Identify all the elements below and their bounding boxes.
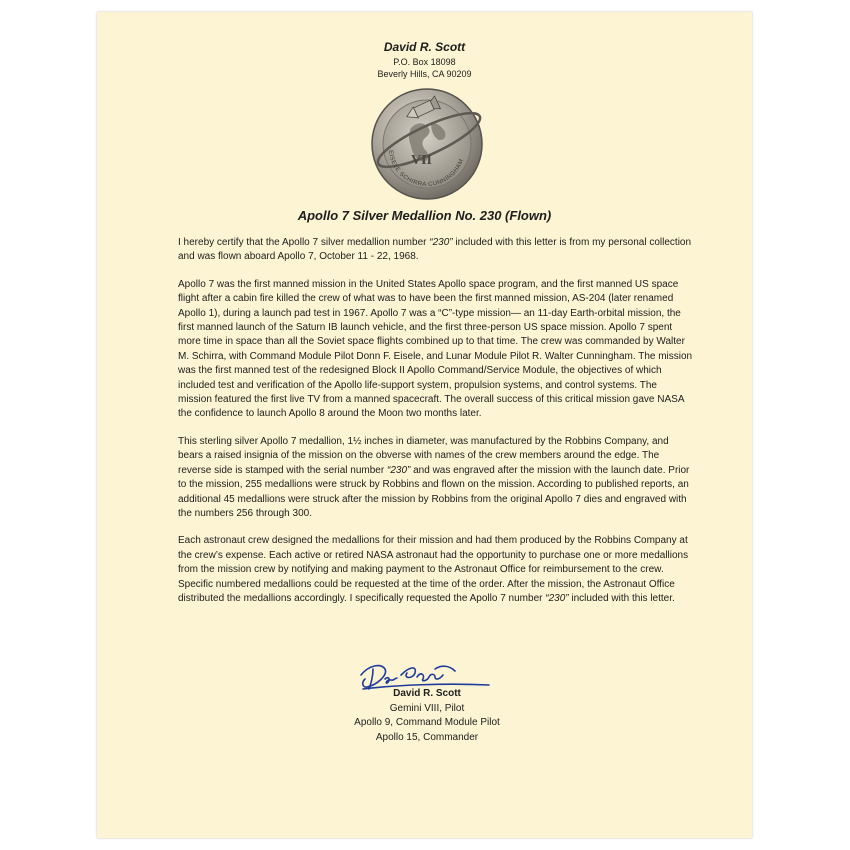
letter-body <box>178 236 693 619</box>
paragraph-text: I hereby certify that the Apollo 7 silver medallion number <box>178 237 430 248</box>
signatory-name: David R. Scott <box>393 688 461 699</box>
letterhead-address-line1: P.O. Box 18098 <box>393 57 456 67</box>
paragraph-text: and was engraved after the mission with the launch date. Prior to the mission, 255 medallions were struck by Robbins and flown on the mission. According to published reports, an additional 45 medallions were struck after the mission by Robbins from the original Apollo 7 dies and engraved with the numbers 256 through 300. <box>178 464 690 519</box>
paragraph-text: This sterling silver Apollo 7 medallion, 1½ inches in diameter, was manufactured by the Robbins Company, and bears a raised insignia of the mission on the obverse with names of the crew members around the edge. The reverse side is stamped with the serial number <box>178 435 669 476</box>
paragraph-text: included with this letter. <box>568 592 675 604</box>
document-title: Apollo 7 Silver Medallion No. 230 (Flown) <box>297 208 552 223</box>
medallion-rim-text: EISELE SCHIRRA CUNNINGHAM <box>387 149 466 189</box>
paragraph-mission-history: Apollo 7 was the first manned mission in the United States Apollo space program, and the first manned US space flight after a cabin fire killed the crew of what was to have been the first manned mission, AS-204 (later renamed Apollo 1), during a launch pad test in 1967. Apollo 7 was a “C”-type mission— an 11-day Earth-orbital mission, the first manned launch of the Saturn IB launch vehicle, and the first three-person US space mission. Apollo 7 spent more time in space than all the Soviet space flights combined up to that time. The crew was commanded by Walter M. Schirra, with Command Module Pilot Donn F. Eisele, and Lunar Module Pilot R. Walter Cunningham. The mission was the first manned test of the redesigned Block II Apollo Command/Service Module, the objectives of which included test and verification of the Apollo life-support system, propulsion systems, and control systems. The mission featured the first live TV from a manned spacecraft. The overall success of this critical mission gave NASA the confidence to launch Apollo 8 around the Moon two months later. <box>178 278 693 420</box>
signature-block <box>327 687 527 745</box>
signatory-title: Apollo 9, Command Module Pilot <box>354 717 500 728</box>
medallion-numeral: VII <box>411 153 433 168</box>
paragraph-medallion-description <box>178 435 693 521</box>
paragraph-text: included with this letter is from my personal collection and was flown aboard Apollo 7, October 11 - 22, 1968. <box>178 237 692 263</box>
serial-number: “230” <box>545 592 569 604</box>
signatory-title: Gemini VIII, Pilot <box>389 702 465 714</box>
medallion-image <box>367 84 487 204</box>
paragraph-text: Each astronaut crew designed the medallions for their mission and had them produced by the Robbins Company at the crew’s expense. Each active or retired NASA astronaut had the opportunity to purchase one or more medallions from the mission crew by notifying and making payment to the Astronaut Office for reimbursement to the crew. Specific numbered medallions could be requested at the time of the order. After the mission, the Astronaut Office distributed the medallions accordingly. I specifically requested the Apollo 7 number <box>178 535 689 604</box>
serial-number: “230” <box>429 237 453 248</box>
paragraph-medallion-distribution <box>178 534 693 606</box>
paragraph-certification <box>178 236 693 265</box>
letter-page <box>97 12 752 838</box>
signatory-title: Apollo 15, Commander <box>375 731 479 743</box>
serial-number: “230” <box>386 464 411 476</box>
letterhead-name: David R. Scott <box>383 40 466 54</box>
letterhead-address-line2: Beverly Hills, CA 90209 <box>377 69 472 79</box>
